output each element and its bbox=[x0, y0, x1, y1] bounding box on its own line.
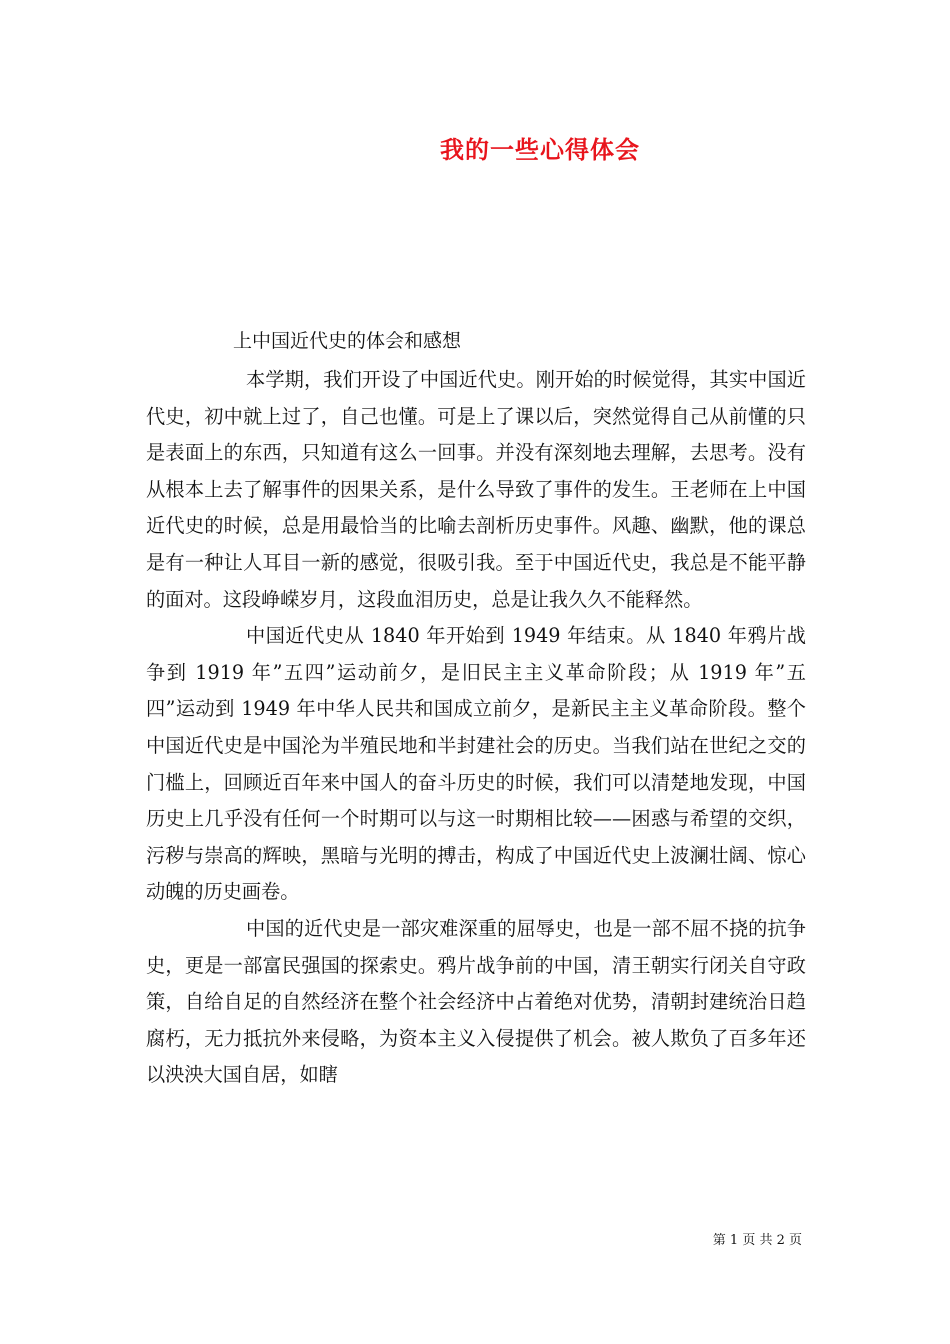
page-number-footer: 第 1 页 共 2 页 bbox=[712, 1233, 802, 1248]
body-text bbox=[146, 362, 806, 1094]
subtitle: 上中国近代史的体会和感想 bbox=[233, 330, 462, 352]
page-title: 我的一些心得体会 bbox=[440, 135, 640, 164]
paragraph-3: 中国的近代史是一部灾难深重的屈辱史，也是一部不屈不挠的抗争史，更是一部富民强国的探索史。鸦片战争前的中国，清王朝实行闭关自守政策，自给自足的自然经济在整个社会经济中占着绝对优势，清朝封建统治日趋腐朽，无力抵抗外来侵略，为资本主义入侵提供了机会。被人欺负了百多年还以泱泱大国自居，如瞎 bbox=[146, 916, 806, 1087]
paragraph-1: 本学期，我们开设了中国近代史。刚开始的时候觉得，其实中国近代史，初中就上过了，自己也懂。可是上了课以后，突然觉得自己从前懂的只是表面上的东西，只知道有这么一回事。并没有深刻地去理解，去思考。没有从根本上去了解事件的因果关系，是什么导致了事件的发生。王老师在上中国近代史的时候，总是用最恰当的比喻去剖析历史事件。风趣、幽默，他的课总是有一种让人耳目一新的感觉，很吸引我。至于中国近代史，我总是不能平静的面对。这段峥嵘岁月，这段血泪历史，总是让我久久不能释然。 bbox=[146, 368, 806, 611]
paragraph-2: 中国近代史从 1840 年开始到 1949 年结束。从 1840 年鸦片战争到 1919 年”五四”运动前夕，是旧民主主义革命阶段；从 1919 年”五四”运动到 1949 年中华人民共和国成立前夕，是新民主主义革命阶段。整个中国近代史是中国沦为半殖民地和半封建社会的历史。当我们站在世纪之交的门槛上，回顾近百年来中国人的奋斗历史的时候，我们可以清楚地发现，中国历史上几乎没有任何一个时期可以与这一时期相比较——困惑与希望的交织，污秽与崇高的辉映，黑暗与光明的搏击，构成了中国近代史上波澜壮阔、惊心动魄的历史画卷。 bbox=[146, 624, 806, 904]
